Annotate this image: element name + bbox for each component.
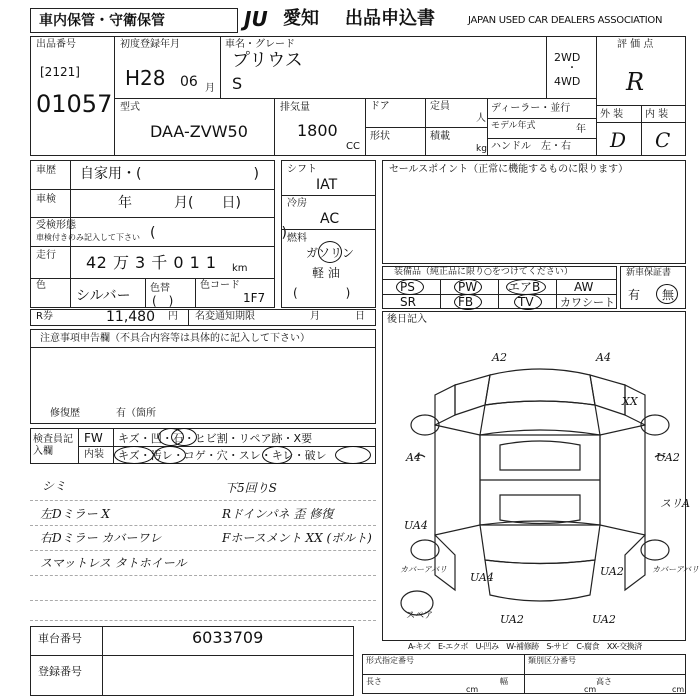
equip-ps-circle	[396, 279, 424, 295]
car-damage-diagram	[395, 345, 685, 630]
color-change-label: 色替	[150, 283, 170, 294]
fuel-label: 燃料	[287, 233, 307, 244]
warranty-yes: 有	[628, 288, 641, 302]
note-left-2: 左Dミラー X	[40, 507, 110, 521]
mark-bottom-ua2-b: UA2	[592, 613, 616, 626]
equip-ps: PS	[400, 280, 415, 294]
receipt-value: ( )	[150, 225, 287, 241]
warranty-no: 無	[662, 288, 675, 302]
model-name: プリウス	[232, 50, 303, 71]
load-label: 積載	[430, 131, 450, 142]
registration-label: 初度登録年月	[120, 39, 180, 50]
int-label: 内 装	[645, 109, 669, 120]
mark-rear-ua4: UA4	[470, 571, 494, 584]
equip-airbag-circle	[506, 279, 546, 295]
equip-sr: SR	[400, 295, 416, 309]
color-code-label: 色コード	[200, 280, 240, 291]
model-name-label: 車名・グレード	[225, 39, 295, 50]
int-stain-circle	[154, 446, 186, 464]
mark-cover-left: カバーアバリ	[400, 565, 447, 574]
dealer-label: ディーラー・並行	[491, 103, 571, 114]
lot-label: 出品番号	[36, 39, 76, 50]
mark-left-a4: A4	[406, 451, 421, 464]
sales-point-block	[382, 160, 686, 264]
lot-number: 01057	[36, 90, 113, 118]
inspector-label: 検査員記入欄	[33, 434, 73, 457]
notes-label: 注意事項申告欄（不具合内容等は具体的に記入して下さい）	[40, 333, 310, 344]
int-scratch-circle	[114, 446, 154, 464]
type-value: DAA-ZVW50	[150, 122, 248, 141]
fw-stone-circle	[171, 428, 197, 446]
inspection-label: 車検	[36, 194, 56, 205]
ext-score: D	[610, 128, 627, 152]
note-right-2: Rドインパネ 歪 修復	[222, 507, 334, 521]
int-tear-circle	[335, 446, 371, 464]
mileage-unit: km	[232, 263, 248, 274]
chassis-value: 6033709	[192, 628, 264, 647]
mark-right-scratch: スリA	[660, 497, 690, 510]
door-label: ドア	[370, 101, 390, 112]
fuel-other: ( )	[293, 286, 351, 300]
history-label: 車歴	[36, 165, 56, 176]
inspector-int-items: キズ・汚レ・コゲ・穴・スレ・キレ・破レ	[118, 449, 327, 462]
recycle-value: 11,480	[106, 309, 155, 325]
color-label: 色	[36, 280, 46, 291]
handle-label: ハンドル 左・右	[491, 141, 571, 152]
spare-label: スペア	[406, 611, 434, 621]
width-label: 幅	[500, 677, 508, 686]
lot-code: [2121]	[40, 65, 80, 79]
org-name: 愛知	[283, 8, 319, 29]
shape-label: 形状	[370, 131, 390, 142]
repair-label: 修復歴	[50, 408, 80, 419]
note-left-1: シミ	[42, 479, 67, 493]
mileage-label: 走行	[36, 250, 56, 261]
rating-score: R	[626, 68, 645, 96]
association-name: JAPAN USED CAR DEALERS ASSOCIATION	[468, 15, 663, 26]
engine-label: 排気量	[280, 102, 310, 113]
equip-pw: PW	[458, 280, 478, 294]
ac-value: AC	[320, 211, 340, 227]
warranty-no-circle	[656, 284, 678, 304]
type-label: 型式	[120, 102, 140, 113]
shift-label: シフト	[287, 164, 317, 175]
diagram-legend: A-キズ E-エクボ U-凹み W-補修跡 S-サビ C-腐食 XX-交換済	[408, 642, 642, 651]
height-label: 高さ	[596, 677, 612, 686]
model-year-unit: 年	[576, 124, 586, 135]
mark-cover-right: カバーアバリ	[652, 565, 699, 574]
chassis-label: 車台番号	[38, 632, 82, 645]
mark-left-ua4: UA4	[404, 519, 428, 532]
sales-point-label: セールスポイント（正常に機能するものに限ります）	[389, 164, 629, 175]
mark-rear-ua2: UA2	[600, 565, 624, 578]
model-grade: S	[232, 74, 243, 93]
equipment-label: 装備品（純正品に限り○をつけてください）	[394, 267, 573, 277]
note-left-3: 右Dミラー カバーワレ	[40, 531, 162, 545]
fuel-gas: ガソリン	[306, 246, 355, 260]
category-number-label: 類別区分番号	[528, 656, 576, 665]
storage-label: 車内保管・守衛保管	[39, 13, 165, 29]
storage-box	[30, 8, 238, 33]
ju-logo: JU	[244, 7, 268, 31]
registration-month: 06	[180, 74, 198, 90]
color-change-value: ( )	[152, 294, 174, 308]
equip-leather: カワシート	[560, 296, 615, 309]
height-unit: cm	[672, 685, 685, 694]
shape-number-label: 形式指定番号	[366, 656, 414, 665]
seats-label: 定員	[430, 101, 450, 112]
mark-xx: XX	[622, 395, 638, 408]
fuel-diesel: 軽 油	[312, 266, 340, 280]
form-title: 出品申込書	[345, 8, 435, 29]
equip-fb: FB	[458, 295, 474, 309]
month-unit: 月	[205, 83, 215, 94]
fuel-circle	[318, 241, 342, 263]
recycle-unit: 円	[168, 311, 178, 322]
ext-label: 外 装	[600, 109, 624, 120]
mark-right-ua2: UA2	[656, 451, 680, 464]
seats-unit: 人	[476, 113, 486, 124]
length-unit: cm	[466, 685, 479, 694]
note-right-1: 下5回りS	[225, 481, 277, 495]
mark-front-a2: A2	[492, 351, 507, 364]
shift-value: IAT	[316, 177, 338, 193]
int-score: C	[655, 128, 671, 152]
note-left-4: スマットレス タトホイール	[40, 556, 187, 570]
ac-label: 冷房	[287, 198, 307, 209]
rating-label: 評 価 点	[617, 39, 654, 50]
mark-front-a4: A4	[596, 351, 611, 364]
equip-pw-circle	[454, 279, 482, 295]
model-year-label: モデル年式	[491, 121, 536, 131]
recycle-label: R券	[36, 311, 53, 322]
equip-fb-circle	[454, 294, 482, 310]
int-wear-circle	[262, 446, 292, 464]
notice-day: 日	[355, 311, 365, 322]
notice-month: 月	[310, 311, 320, 322]
repair-value: 有（箇所	[116, 408, 156, 419]
reg-label: 登録番号	[38, 665, 82, 678]
inspector-int-label: 内装	[84, 449, 104, 460]
inspector-fw-items: キズ・凹・石・ヒビ割・リペア跡・X要	[118, 432, 313, 445]
history-value: 自家用・( )	[80, 166, 259, 182]
registration-year: H28	[125, 66, 166, 90]
mark-bottom-ua2-a: UA2	[500, 613, 524, 626]
receipt-label: 受検形態	[36, 220, 76, 231]
inspector-fw-label: FW	[84, 431, 103, 445]
equip-tv-circle	[514, 294, 542, 310]
width-unit: cm	[584, 685, 597, 694]
note-right-3: Fホースメント XX (ボルト)	[222, 531, 372, 545]
load-unit: kg	[476, 144, 487, 154]
inspection-value: 年 月( 日)	[118, 195, 241, 211]
color-value: シルバー	[76, 288, 131, 304]
rear-window-label: 後日記入	[387, 314, 427, 325]
notice-label: 名変通知期限	[195, 311, 255, 322]
warranty-label: 新車保証書	[626, 268, 672, 278]
drive-2wd: 2WD	[554, 51, 581, 64]
receipt-note: 車検付きのみ記入して下さい	[36, 233, 140, 242]
equip-tv: TV	[518, 295, 534, 309]
equip-airbag: エアB	[508, 280, 541, 294]
drive-sep: ・	[567, 63, 577, 74]
equip-aw: AW	[574, 280, 594, 294]
mileage-value: 42 万 3 千 0 1 1	[86, 253, 217, 272]
engine-value: 1800	[297, 121, 338, 140]
length-label: 長さ	[366, 677, 382, 686]
engine-unit: CC	[346, 141, 360, 152]
drive-4wd: 4WD	[554, 75, 581, 88]
color-code-value: 1F7	[243, 291, 266, 305]
